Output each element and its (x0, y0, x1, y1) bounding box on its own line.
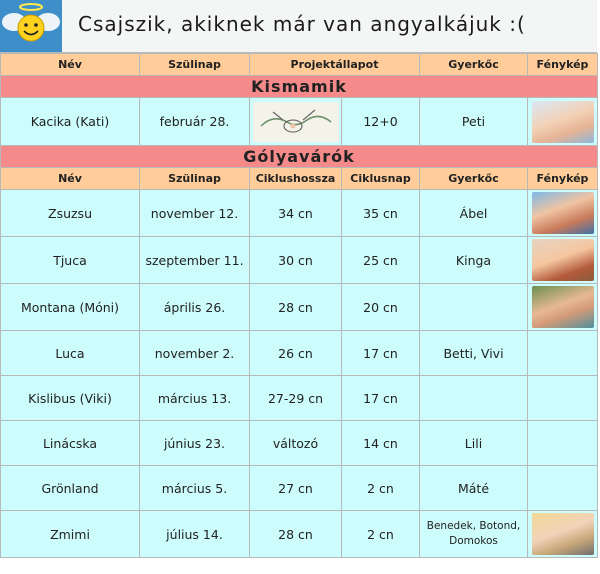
cell-ciklushossza: 26 cn (250, 331, 342, 376)
table-row (1, 466, 598, 511)
col-nev: Név (1, 168, 140, 190)
col-ciklushossza: Ciklushossza (250, 168, 342, 190)
member-photo (528, 511, 598, 558)
cell-gyerkoc: Ábel (420, 190, 528, 237)
cell-nev: Zsuzsu (1, 190, 140, 237)
cell-nev: Zmimi (1, 511, 140, 558)
table-row (1, 284, 598, 331)
cell-ciklusnap: 2 cn (342, 466, 420, 511)
cell-gyerkoc (420, 376, 528, 421)
section-golyavarok: Gólyavárók (1, 146, 598, 168)
cell-ciklusnap: 35 cn (342, 190, 420, 237)
cell-gyerkoc: Lili (420, 421, 528, 466)
cell-gyerkoc (420, 284, 528, 331)
title-bar (0, 0, 597, 53)
col-szulinap: Szülinap (140, 54, 250, 76)
section-kismamik: Kismamik (1, 76, 598, 98)
member-photo (528, 284, 598, 331)
cell-ciklusnap: 14 cn (342, 421, 420, 466)
cell-ciklushossza: 28 cn (250, 284, 342, 331)
col-fenykep: Fénykép (528, 168, 598, 190)
member-photo (528, 98, 598, 146)
member-photo (528, 190, 598, 237)
cell-ciklushossza: 27-29 cn (250, 376, 342, 421)
photo-empty (528, 331, 598, 376)
cell-szulinap: szeptember 11. (140, 237, 250, 284)
col-gyerkoc: Gyerkőc (420, 54, 528, 76)
members-table (0, 53, 598, 558)
col-gyerkoc: Gyerkőc (420, 168, 528, 190)
table-row (1, 331, 598, 376)
cell-szulinap: július 14. (140, 511, 250, 558)
cell-gyerkoc: Kinga (420, 237, 528, 284)
cell-nev: Grönland (1, 466, 140, 511)
cell-szulinap: április 26. (140, 284, 250, 331)
cell-ciklushossza: 27 cn (250, 466, 342, 511)
cell-gyerkoc: Benedek, Botond, Domokos (420, 511, 528, 558)
cell-projektallapot: 12+0 (342, 98, 420, 146)
page-title: Csajszik, akiknek már van angyalkájuk :( (78, 12, 526, 36)
table-row (1, 376, 598, 421)
cell-nev: Luca (1, 331, 140, 376)
stork-picture (250, 98, 342, 146)
cell-ciklushossza: 30 cn (250, 237, 342, 284)
cell-szulinap: november 2. (140, 331, 250, 376)
cell-szulinap: június 23. (140, 421, 250, 466)
photo-empty (528, 466, 598, 511)
cell-ciklusnap: 17 cn (342, 331, 420, 376)
col-szulinap: Szülinap (140, 168, 250, 190)
cell-ciklusnap: 17 cn (342, 376, 420, 421)
col-ciklusnap: Ciklusnap (342, 168, 420, 190)
col-nev: Név (1, 54, 140, 76)
cell-ciklushossza: 34 cn (250, 190, 342, 237)
cell-ciklusnap: 25 cn (342, 237, 420, 284)
table-row (1, 511, 598, 558)
table-row (1, 421, 598, 466)
table-row (1, 98, 598, 146)
cell-gyerkoc: Betti, Vivi (420, 331, 528, 376)
table-row (1, 237, 598, 284)
angel-smiley-icon (0, 0, 62, 52)
cell-nev: Linácska (1, 421, 140, 466)
cell-nev: Montana (Móni) (1, 284, 140, 331)
table-row (1, 190, 598, 237)
cell-szulinap: november 12. (140, 190, 250, 237)
photo-empty (528, 376, 598, 421)
cell-ciklusnap: 20 cn (342, 284, 420, 331)
cell-szulinap: március 5. (140, 466, 250, 511)
cell-nev: Kacika (Kati) (1, 98, 140, 146)
col-projektallapot: Projektállapot (250, 54, 420, 76)
cell-nev: Tjuca (1, 237, 140, 284)
cell-ciklusnap: 2 cn (342, 511, 420, 558)
cell-szulinap: február 28. (140, 98, 250, 146)
cell-gyerkoc: Peti (420, 98, 528, 146)
cell-nev: Kislibus (Viki) (1, 376, 140, 421)
cell-szulinap: március 13. (140, 376, 250, 421)
section-heading (1, 76, 598, 98)
photo-empty (528, 421, 598, 466)
header-row (1, 168, 598, 190)
cell-ciklushossza: változó (250, 421, 342, 466)
section-heading (1, 146, 598, 168)
header-row (1, 54, 598, 76)
member-photo (528, 237, 598, 284)
col-fenykep: Fénykép (528, 54, 598, 76)
cell-gyerkoc: Máté (420, 466, 528, 511)
cell-ciklushossza: 28 cn (250, 511, 342, 558)
